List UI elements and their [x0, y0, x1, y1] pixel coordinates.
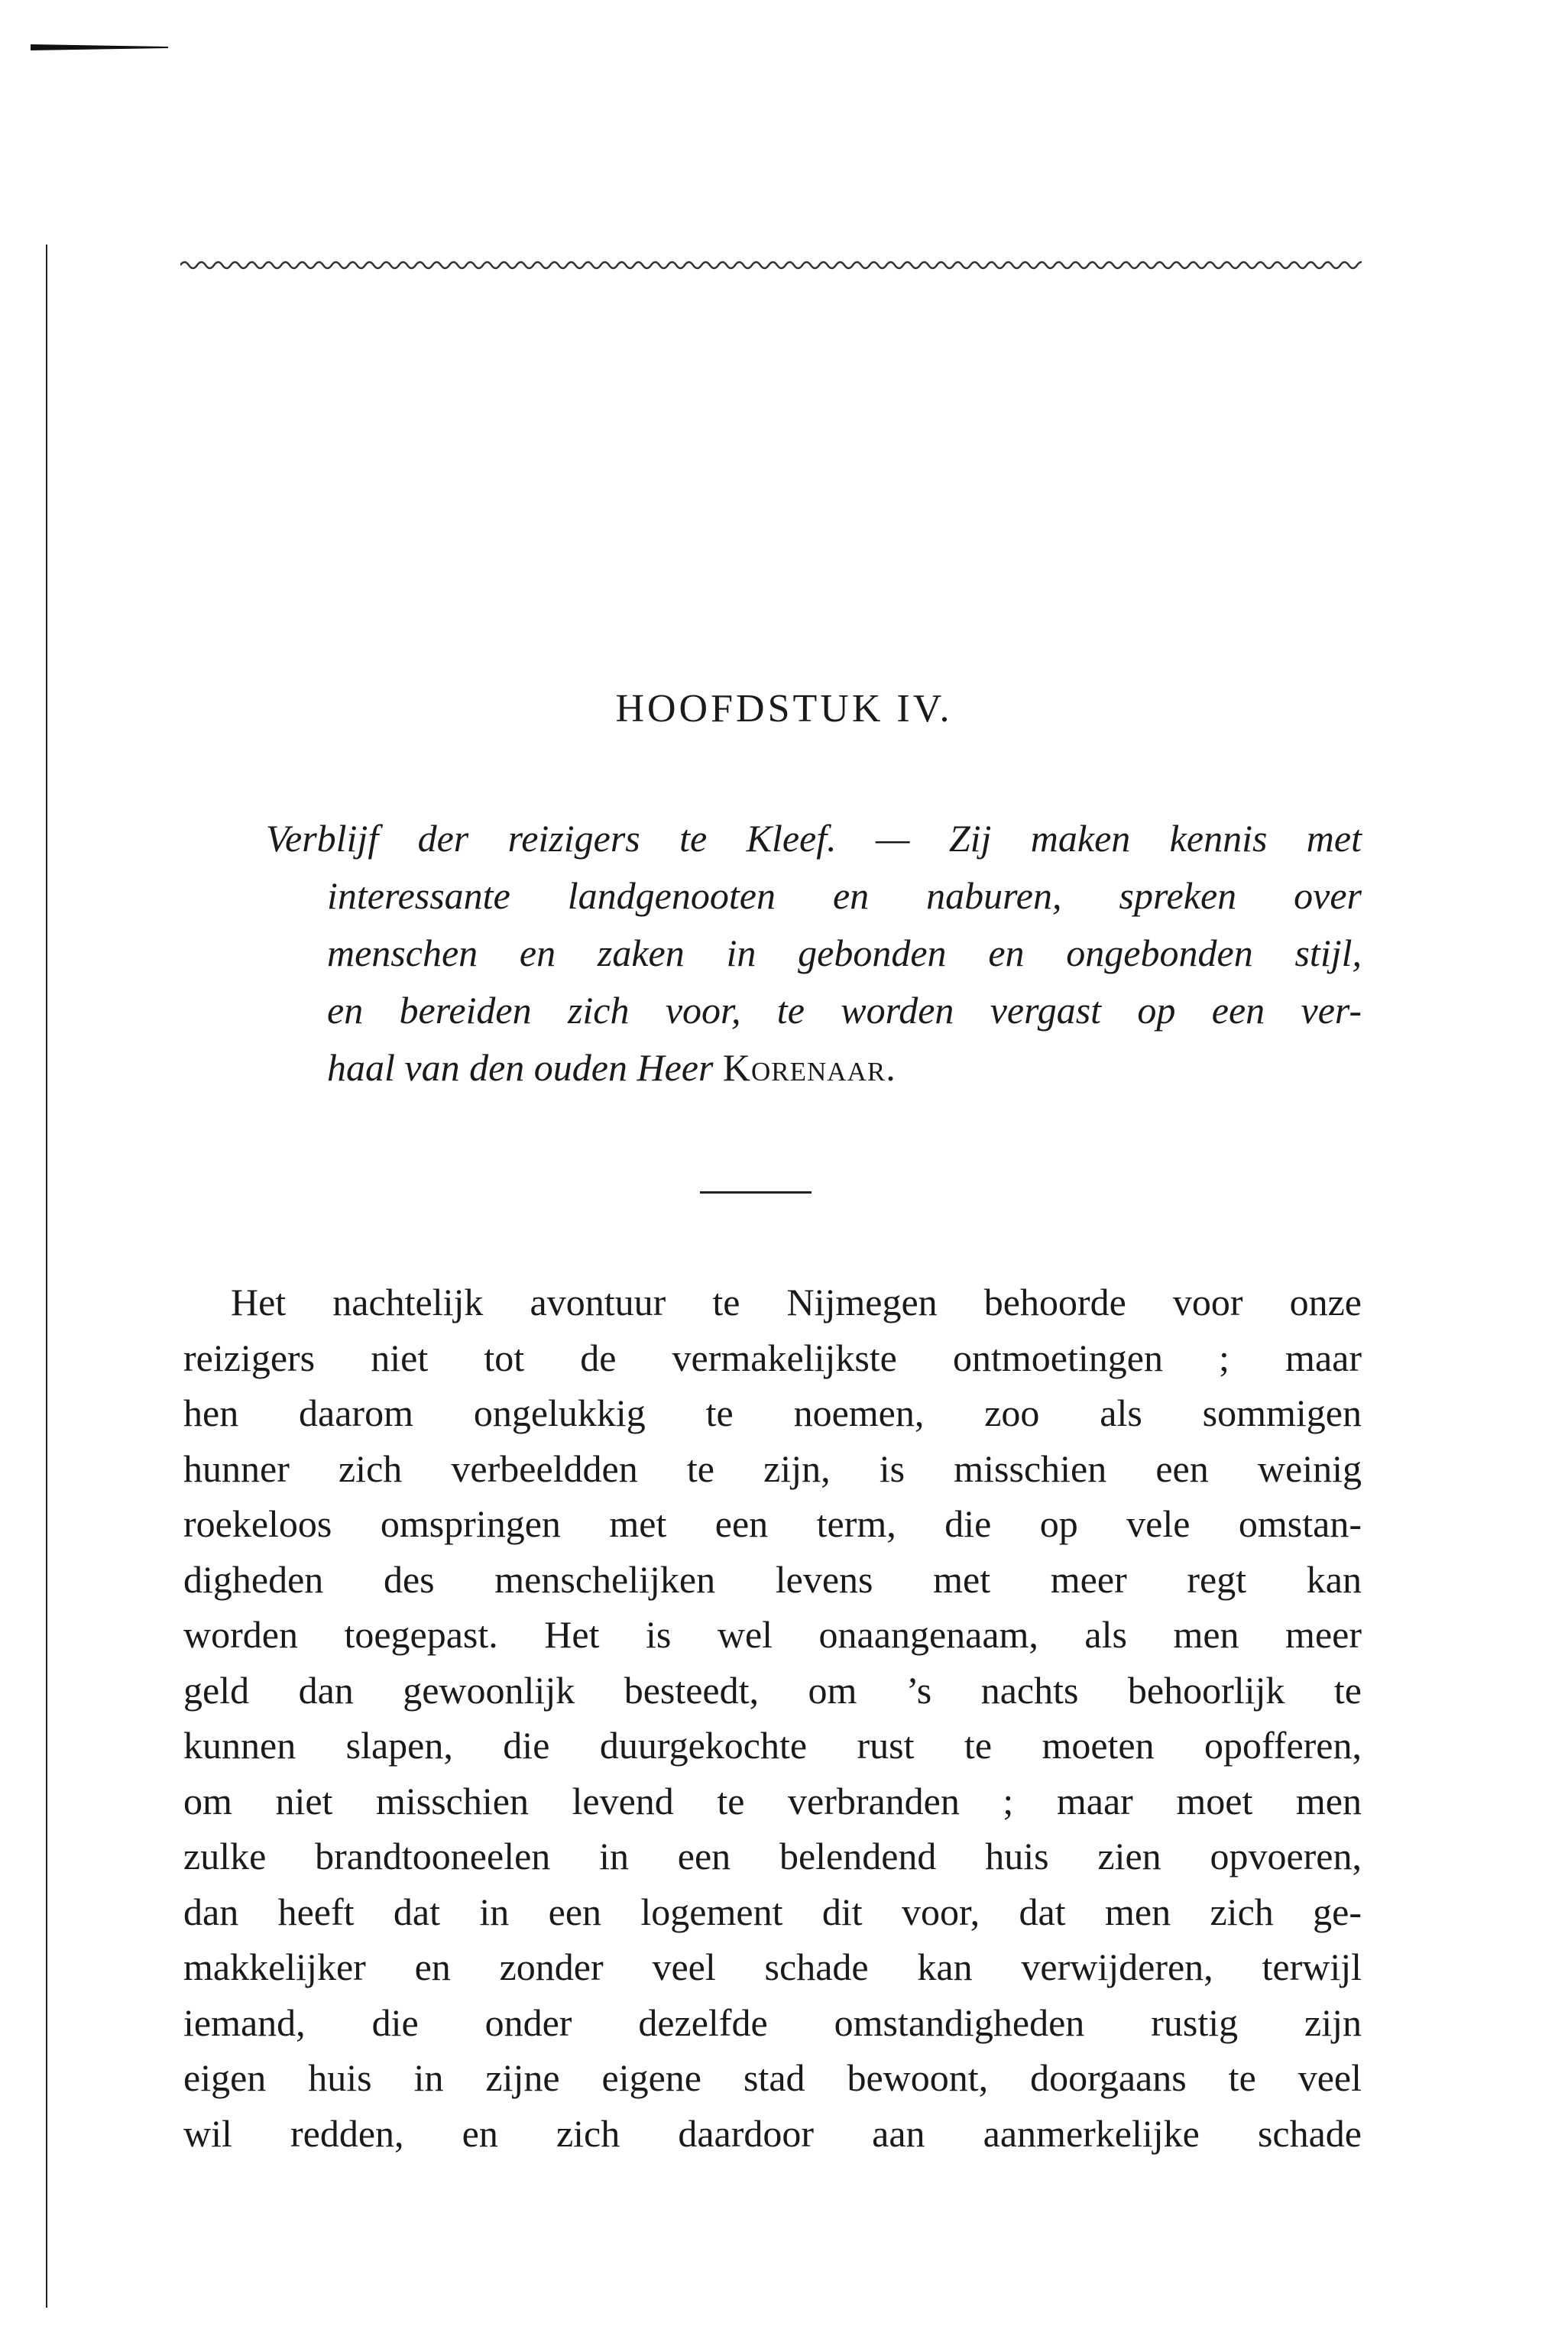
- synopsis-line: [266, 1039, 1362, 1097]
- body-line: geld dan gewoonlijk besteedt, om ’s nachts behoorlijk te: [183, 1668, 1362, 1712]
- body-line: reizigers niet tot de vermakelijkste ontmoetingen ; maar: [183, 1336, 1362, 1379]
- body-line: worden toegepast. Het is wel onaangenaam, als men meer: [183, 1613, 1362, 1656]
- body-line: om niet misschien levend te verbranden ; maar moet men: [183, 1779, 1362, 1822]
- body-line: digheden des menschelijken levens met meer regt kan: [183, 1557, 1362, 1601]
- body-line: eigen huis in zijne eigene stad bewoont, doorgaans te veel: [183, 2056, 1362, 2099]
- body-text: [183, 1275, 1362, 2161]
- synopsis-line: en bereiden zich voor, te worden vergast op een ver-: [327, 989, 1362, 1032]
- synopsis-name-korenaar: Korenaar.: [722, 1046, 896, 1089]
- synopsis-line: Verblijf der reizigers te Kleef. — Zij maken kennis met: [266, 817, 1362, 860]
- wavy-ornament-rule: [180, 257, 1362, 274]
- body-line: dan heeft dat in een logement dit voor, dat men zich ge-: [183, 1890, 1362, 1933]
- chapter-synopsis: [266, 810, 1362, 1097]
- page-edge-line: [44, 245, 49, 2308]
- section-divider: [700, 1191, 812, 1194]
- synopsis-line: interessante landgenooten en naburen, spreken over: [327, 874, 1362, 917]
- scan-edge-mark: [31, 43, 168, 52]
- body-line: Het nachtelijk avontuur te Nijmegen behoorde voor onze: [231, 1281, 1362, 1323]
- chapter-title: HOOFDSTUK IV.: [615, 687, 953, 731]
- body-line: hen daarom ongelukkig te noemen, zoo als sommigen: [183, 1391, 1362, 1434]
- body-line: wil redden, en zich daardoor aan aanmerkelijke schade: [183, 2111, 1362, 2155]
- body-line: iemand, die onder dezelfde omstandigheden rustig zijn: [183, 2000, 1362, 2044]
- synopsis-last-line-text: haal van den ouden Heer: [327, 1046, 714, 1089]
- body-line: roekeloos omspringen met een term, die op vele omstan-: [183, 1502, 1362, 1545]
- synopsis-line: menschen en zaken in gebonden en ongebonden stijl,: [327, 931, 1362, 974]
- body-line: zulke brandtooneelen in een belendend huis zien opvoeren,: [183, 1835, 1362, 1877]
- body-line: kunnen slapen, die duurgekochte rust te moeten opofferen,: [183, 1724, 1362, 1767]
- body-line: hunner zich verbeeldden te zijn, is misschien een weinig: [183, 1446, 1362, 1490]
- body-line: makkelijker en zonder veel schade kan verwijderen, terwijl: [183, 1945, 1362, 1988]
